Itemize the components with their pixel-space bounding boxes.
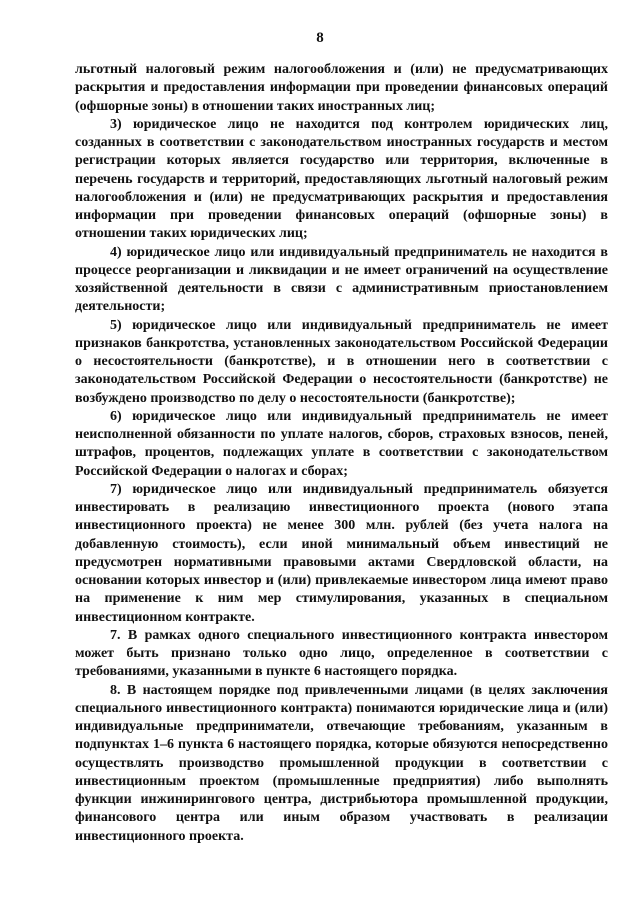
- paragraph-item-5: 5) юридическое лицо или индивидуальный предприниматель не имеет признаков банкротства, установленных законодательством Российской Федерации о несостоятельности (банкротстве), и в отношении него в соответствии с законодательством Российской Федерации о несостоятельности (банкротстве) не возбуждено производство по делу о несостоятельности (банкротстве);: [75, 317, 608, 406]
- paragraph-item-7: 7) юридическое лицо или индивидуальный предприниматель обязуется инвестировать в реализацию инвестиционного проекта (нового этапа инвестиционного проекта) не менее 300 млн. рублей (без учета налога на добавленную стоимость), если иной минимальный объем инвестиций не предусмотрен нормативными правовыми актами Свердловской области, на основании которых инвестор и (или) привлекаемые инвестором лица имеют право на применение к ним мер стимулирования, указанных в специальном инвестиционном контракте.: [75, 481, 608, 625]
- page-number: 8: [316, 30, 324, 46]
- paragraph-clause-8: 8. В настоящем порядке под привлеченными лицами (в целях заключения специального инвестиционного контракта) понимаются юридические лица и (или) индивидуальные предприниматели, отвечающие требованиям, указанным в подпунктах 1–6 пункта 6 настоящего порядка, которые обязуются непосредственно осуществлять производство промышленной продукции в соответствии с инвестиционным проектом (промышленные предприятия) либо выполнять функции инжинирингового центра, дистрибьютора промышленной продукции, финансового центра или иным образом участвовать в реализации инвестиционного проекта.: [75, 682, 608, 844]
- paragraph-continuation: льготный налоговый режим налогообложения и (или) не предусматривающих раскрытия и предоставления информации при проведении финансовых операций (офшорные зоны) в отношении таких иностранных лиц;: [75, 62, 608, 114]
- paragraph-item-4: 4) юридическое лицо или индивидуальный предприниматель не находится в процессе реорганизации и ликвидации и не имеет ограничений на осуществление хозяйственной деятельности в связи с административным приостановлением деятельности;: [75, 244, 608, 315]
- paragraph-item-6: 6) юридическое лицо или индивидуальный предприниматель не имеет неисполненной обязанности по уплате налогов, сборов, страховых взносов, пеней, штрафов, процентов, подлежащих уплате в соответствии с законодательством Российской Федерации о налогах и сборах;: [75, 408, 608, 479]
- paragraph-clause-7: 7. В рамках одного специального инвестиционного контракта инвестором может быть признано только одно лицо, определенное в соответствии с требованиями, указанными в пункте 6 настоящего порядка.: [75, 627, 608, 680]
- paragraph-item-3: 3) юридическое лицо не находится под контролем юридических лиц, созданных в соответствии с законодательством иностранных государств и местом регистрации которых является государство или территория, включенные в перечень государств и территорий, предоставляющих льготный налоговый режим налогообложения и (или) не предусматривающих раскрытия и предоставления информации при проведении финансовых операций (офшорные зоны) в отношении таких юридических лиц;: [75, 116, 608, 242]
- document-body: [75, 61, 608, 846]
